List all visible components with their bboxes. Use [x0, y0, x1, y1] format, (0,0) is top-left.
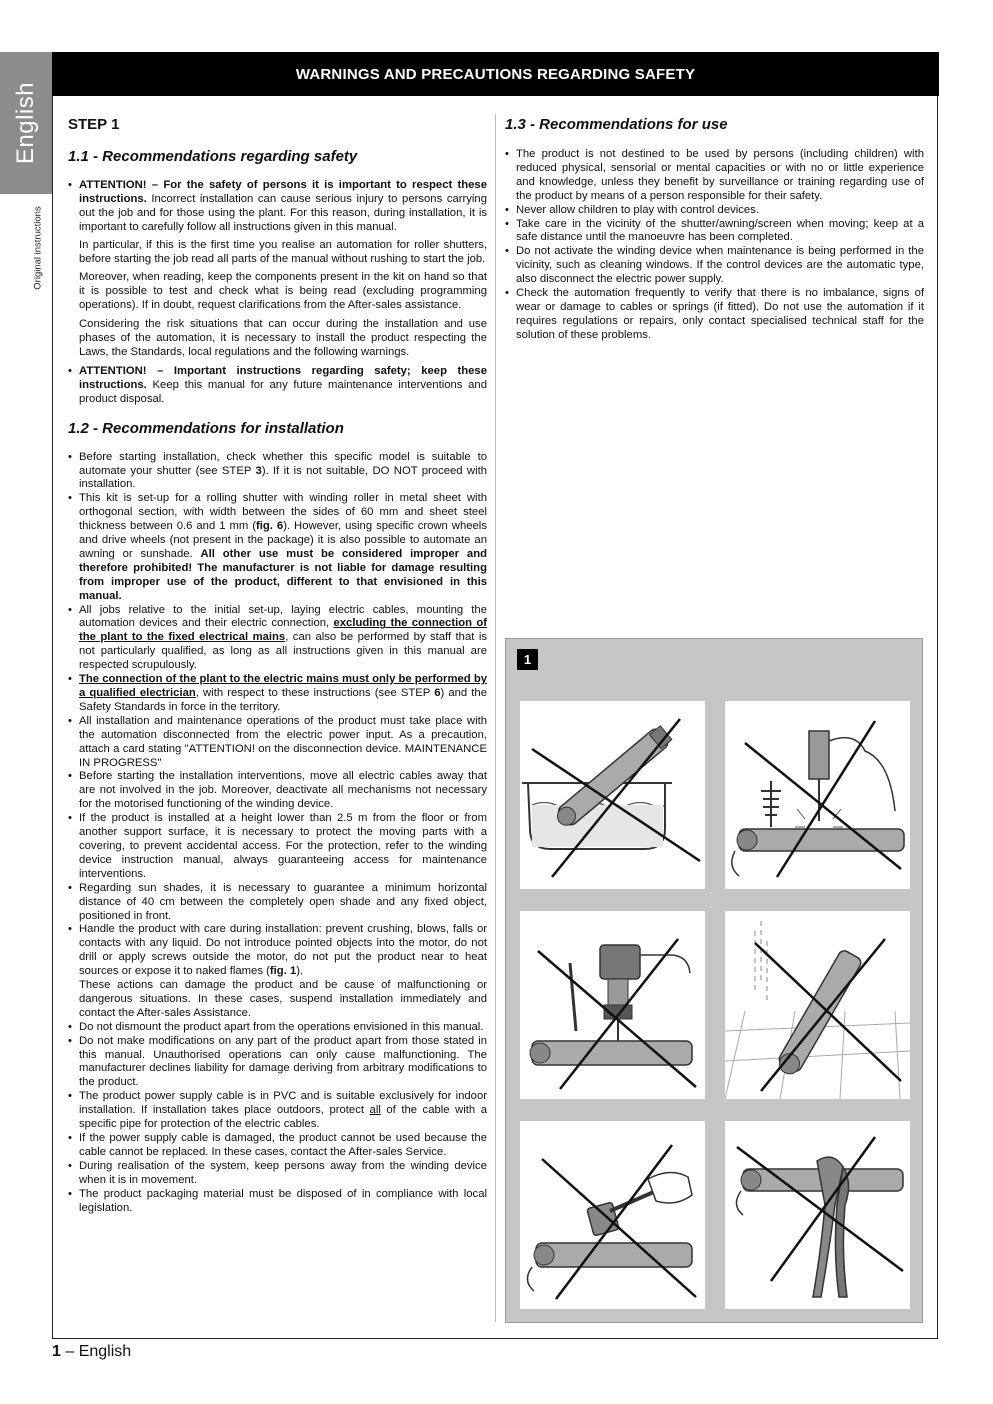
installation-item: • If the power supply cable is damaged, the product cannot be used because the cable cannot be replaced. In these cases, contact the After-sales Service.: [68, 1132, 487, 1160]
installation-item: • Do not make modifications on any part of the product apart from those stated in this manual. Unauthorised operations can only cause malfunctioning. The manufacturer declines liability for damage deriving from arbitrary modifications to the product.: [68, 1035, 487, 1091]
safety-list: [68, 179, 487, 235]
installation-item: • All installation and maintenance operations of the product must take place with the automation disconnected from the electric power input. As a precaution, attach a card stating "ATTENTION! on the disconnection device. MAINTENANCE IN PROGRESS": [68, 715, 487, 771]
step-heading: STEP 1: [68, 116, 120, 133]
section-1-3-title: 1.3 - Recommendations for use: [505, 116, 728, 133]
illustration-pliers-on-motor: [725, 1121, 910, 1309]
installation-list: [68, 451, 487, 1216]
safety-paragraph: In particular, if this is the first time you realise an automation for roller shutters, before starting the job read all parts of the manual without rushing to start the job.: [79, 238, 487, 265]
column-divider: [495, 114, 496, 1322]
section-1-2-title: 1.2 - Recommendations for installation: [68, 419, 344, 437]
safety-list: [68, 365, 487, 407]
figure-1-panel: [505, 638, 923, 1323]
installation-item: • All jobs relative to the initial set-up, laying electric cables, mounting the automation devices and their electric connection, excluding the connection of the plant to the fixed electrical mains, can also be performed by staff that is not particularly qualified, as long as all instructions given in this manual are respected scrupulously.: [68, 604, 487, 674]
header-title: WARNINGS AND PRECAUTIONS REGARDING SAFETY: [295, 65, 696, 83]
installation-item: • The product power supply cable is in PVC and is suitable exclusively for indoor installation. If installation takes place outdoors, protect all of the cable with a specific pipe for protection of the electric cables.: [68, 1090, 487, 1132]
illustration-motor-falling: [725, 911, 910, 1099]
section-1-1-title: 1.1 - Recommendations regarding safety: [68, 148, 358, 165]
illustration-screw-into-motor: [725, 701, 910, 889]
use-item: • Do not activate the winding device when maintenance is being performed in the vicinity, such as cleaning windows. If the control devices are the automatic type, also disconnect the electric power supply.: [505, 245, 924, 287]
safety-item: • ATTENTION! – For the safety of persons it is important to respect these instructions. Incorrect installation can cause serious injury to persons carrying out the job and for those using the plant. For this reason, during installation, it is important to carefully follow all instructions given in this manual.: [68, 179, 487, 235]
installation-item: • This kit is set-up for a rolling shutter with winding roller in metal sheet with orthogonal section, with width between the sides of 60 mm and sheet steel thickness between 0.6 and 1 mm (fig. 6). However, using specific crown wheels and drive wheels (not present in the package) it is also possible to automate an awning or sunshade. All other use must be considered improper and therefore prohibited! The manufacturer is not liable for damage resulting from improper use of the product, different to that envisioned in this manual.: [68, 492, 487, 603]
installation-item: • The product packaging material must be disposed of in compliance with local legislation.: [68, 1188, 487, 1216]
use-item: • The product is not destined to be used by persons (including children) with reduced physical, sensorial or mental capacities or with no or little experience and knowledge, unless they benefit by surveillance or training regarding use of the product by means of a person responsible for their safety.: [505, 148, 924, 204]
use-item: • Take care in the vicinity of the shutter/awning/screen when moving; keep at a safe distance until the manoeuvre has been completed.: [505, 218, 924, 246]
installation-item: • Handle the product with care during installation: prevent crushing, blows, falls or contacts with any liquid. Do not introduce pointed objects into the motor, do not drill or apply screws outside the motor, do not put the product near to heat sources or expose it to naked flames (fig. 1). These actions can damage the product and be cause of malfunctioning or dangerous situations. In these cases, suspend installation immediately and contact the After-sales Assistance.: [68, 923, 487, 1020]
right-column: [505, 114, 924, 355]
illustration-motor-in-water: [520, 701, 705, 889]
language-tab: [0, 52, 52, 194]
page-header: [52, 52, 939, 96]
figure-number: 1: [517, 649, 538, 670]
installation-item: • During realisation of the system, keep persons away from the winding device when it is in movement.: [68, 1160, 487, 1188]
use-item: • Never allow children to play with control devices.: [505, 204, 924, 218]
installation-item: • Before starting the installation interventions, move all electric cables away that are not involved in the job. Moreover, deactivate all mechanisms not necessary for the motorised functioning of the winding device.: [68, 770, 487, 812]
illustration-drill-into-motor: [520, 911, 705, 1099]
safety-paragraph: Moreover, when reading, keep the components present in the kit on hand so that it is possible to test and check what is being read (excluding programming operations). If in doubt, request clarifications from the After-sales assistance.: [79, 271, 487, 312]
installation-item: • Regarding sun shades, it is necessary to guarantee a minimum horizontal distance of 40 cm between the completely open shade and any fixed object, positioned in front.: [68, 882, 487, 924]
safety-paragraph: Considering the risk situations that can occur during the installation and use phases of the automation, it is necessary to install the product respecting the Laws, the Standards, local regulations and the following warnings.: [79, 318, 487, 358]
left-column: [68, 114, 487, 1227]
installation-item: • The connection of the plant to the electric mains must only be performed by a qualified electrician, with respect to these instructions (see STEP 6) and the Safety Standards in force in the territory.: [68, 673, 487, 715]
page-footer: [52, 1343, 131, 1361]
language-label: English: [12, 81, 39, 165]
installation-item: • Before starting installation, check whether this specific model is suitable to automate your shutter (see STEP 3). If it is not suitable, DO NOT proceed with installation.: [68, 451, 487, 493]
illustration-hammer-on-motor: [520, 1121, 705, 1309]
footer-label: – English: [60, 1343, 132, 1360]
installation-item: • Do not dismount the product apart from the operations envisioned in this manual.: [68, 1021, 487, 1035]
page-number: 1: [52, 1343, 61, 1360]
installation-item: • If the product is installed at a height lower than 2.5 m from the floor or from another support surface, it is necessary to protect the moving parts with a covering, to prevent accidental access. For the protection, refer to the winding device instruction manual, always guaranteeing access for maintenance interventions.: [68, 812, 487, 882]
use-list: [505, 148, 924, 343]
original-instructions-label: Original instructions: [32, 206, 44, 290]
safety-item: • ATTENTION! – Important instructions regarding safety; keep these instructions. Keep this manual for any future maintenance interventions and product disposal.: [68, 365, 487, 407]
use-item: • Check the automation frequently to verify that there is no imbalance, signs of wear or damage to cables or springs (if fitted). Do not use the automation if it requires regulations or repairs, only contact specialised technical staff for the solution of these problems.: [505, 287, 924, 343]
